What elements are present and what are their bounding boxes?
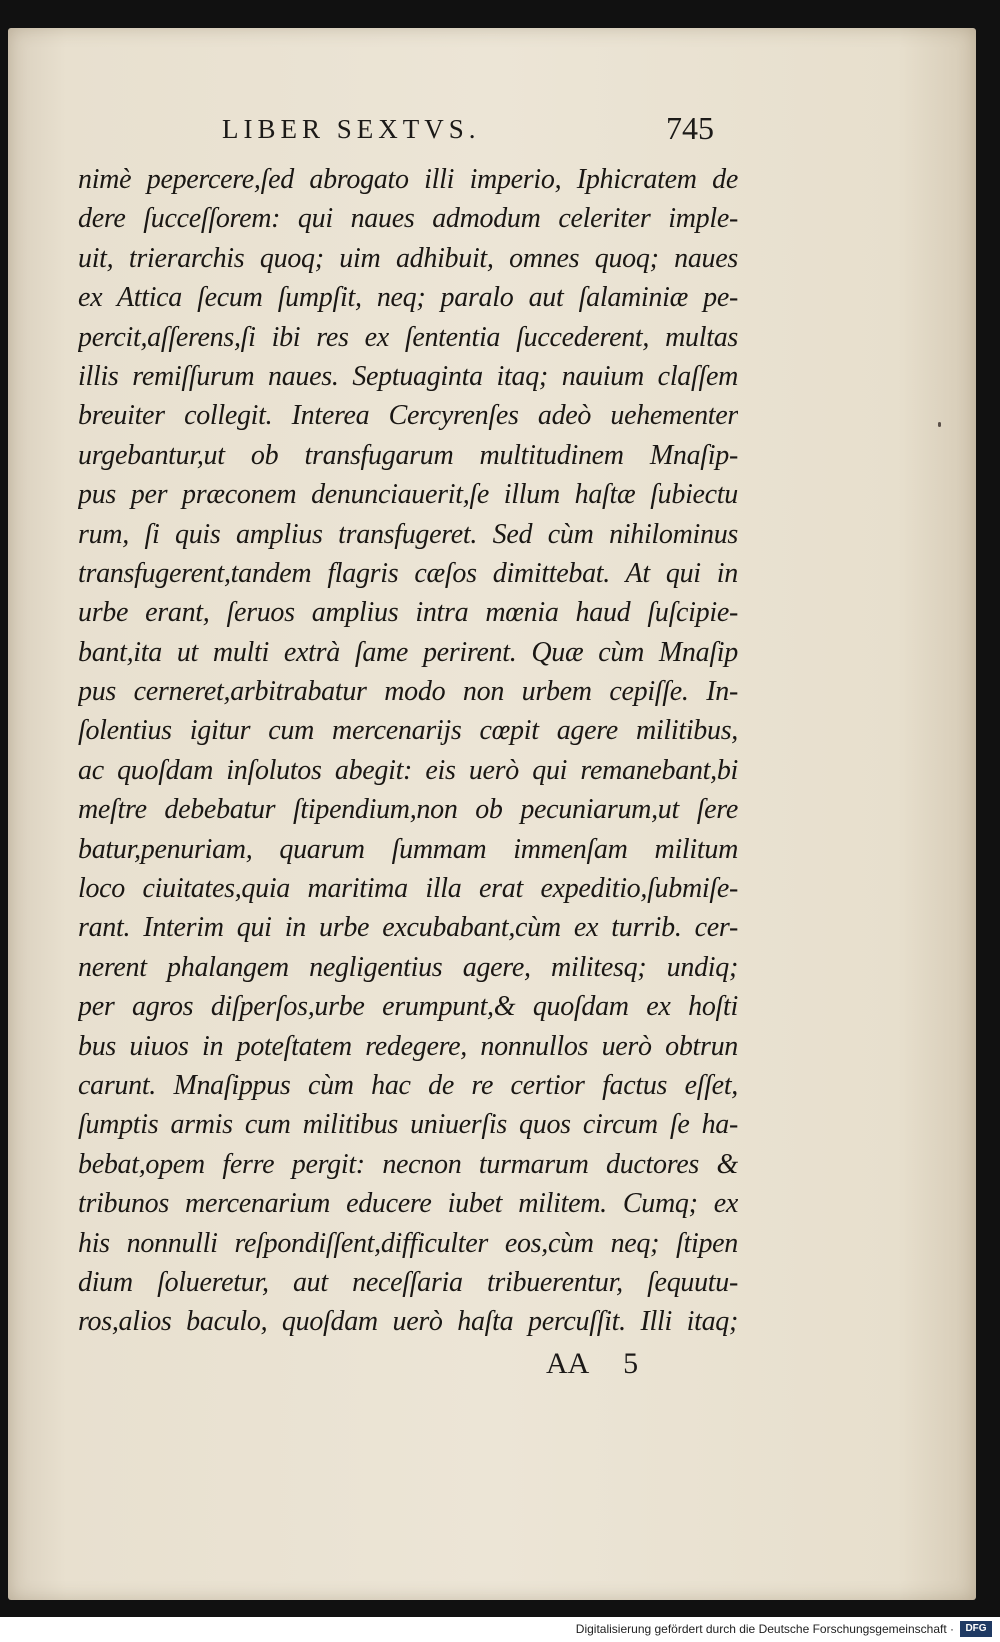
text-line: ros,alios baculo, quoſdam uerò haſta percuſſit. Illi itaq; [78,1306,738,1338]
page-number: 745 [666,110,714,146]
text-line: dium ſolueretur, aut neceſſaria tribuerentur, ſequutu- [78,1266,738,1298]
text-line: transfugerent,tandem flagris cæſos dimittebat. At qui in [78,557,738,589]
text-line: ex Attica ſecum ſumpſit, neq; paralo aut ſalaminiæ pe- [78,282,738,314]
text-line: tribunos mercenarium educere iubet militem. Cumq; ex [78,1188,738,1220]
body-text [78,160,738,1342]
text-line: nerent phalangem negligentius agere, militesq; undiq; [78,951,738,983]
text-line: uit, trierarchis quoq; uim adhibuit, omnes quoq; naues [78,242,738,274]
text-line: urbe erant, ſeruos amplius intra mœnia haud ſuſcipie- [78,597,738,629]
dfg-logo-icon: DFG [960,1621,992,1637]
funding-credit: Digitalisierung gefördert durch die Deutsche Forschungsgemeinschaft · [575,1622,954,1636]
text-line: his nonnulli reſpondiſſent,difficulter eos,cùm neq; ſtipen [78,1227,738,1259]
text-line: percit,aſſerens,ſi ibi res ex ſententia ſuccederent, multas [78,321,738,353]
text-line: pus cerneret,arbitrabatur modo non urbem cepiſſe. In- [78,676,738,708]
text-line: bant,ita ut multi extrà ſame perirent. Quæ cùm Mnaſip [78,636,738,668]
text-line: batur,penuriam, quarum ſummam immenſam militum [78,833,738,865]
text-line: bus uiuos in poteſtatem redegere, nonnullos uerò obtrun [78,1030,738,1062]
text-line: urgebantur,ut ob transfugarum multitudinem Mnaſip- [78,439,738,471]
text-line: rant. Interim qui in urbe excubabant,cùm ex turrib. cer- [78,912,738,944]
signature-mark: AA 5 [546,1347,639,1380]
text-line: rum, ſi quis amplius transfugeret. Sed cùm nihilominus [78,518,738,550]
text-line: ſolentius igitur cum mercenarijs cœpit agere militibus, [78,715,738,747]
text-line: nimè pepercere,ſed abrogato illi imperio, Iphicratem de [78,164,738,195]
text-line: bebat,opem ferre pergit: necnon turmarum ductores & [78,1148,738,1180]
text-line: ſumptis armis cum militibus uniuerſis quos circum ſe ha- [78,1109,738,1141]
text-line: carunt. Mnaſippus cùm hac de re certior factus eſſet, [78,1069,738,1101]
text-line: dere ſucceſſorem: qui naues admodum celeriter imple- [78,203,738,235]
text-line: ac quoſdam inſolutos abegit: eis uerò qui remanebant,bi [78,754,738,786]
text-line: per agros diſperſos,urbe erumpunt,& quoſdam ex hoſti [78,991,738,1023]
running-head [8,100,976,150]
paper-speck [938,422,941,427]
book-page [8,28,976,1600]
text-line: breuiter collegit. Interea Cercyrenſes adeò uehementer [78,400,738,432]
text-line: illis remiſſurum naues. Septuaginta itaq; nauium claſſem [78,360,738,392]
digitization-footer [0,1617,1000,1642]
text-line: pus per præconem denunciauerit,ſe illum haſtæ ſubiectu [78,479,738,511]
text-line: meſtre debebatur ſtipendium,non ob pecuniarum,ut ſere [78,794,738,826]
running-title: LIBER SEXTVS. [222,114,481,144]
text-line: loco ciuitates,quia maritima illa erat expeditio,ſubmiſe- [78,873,738,905]
